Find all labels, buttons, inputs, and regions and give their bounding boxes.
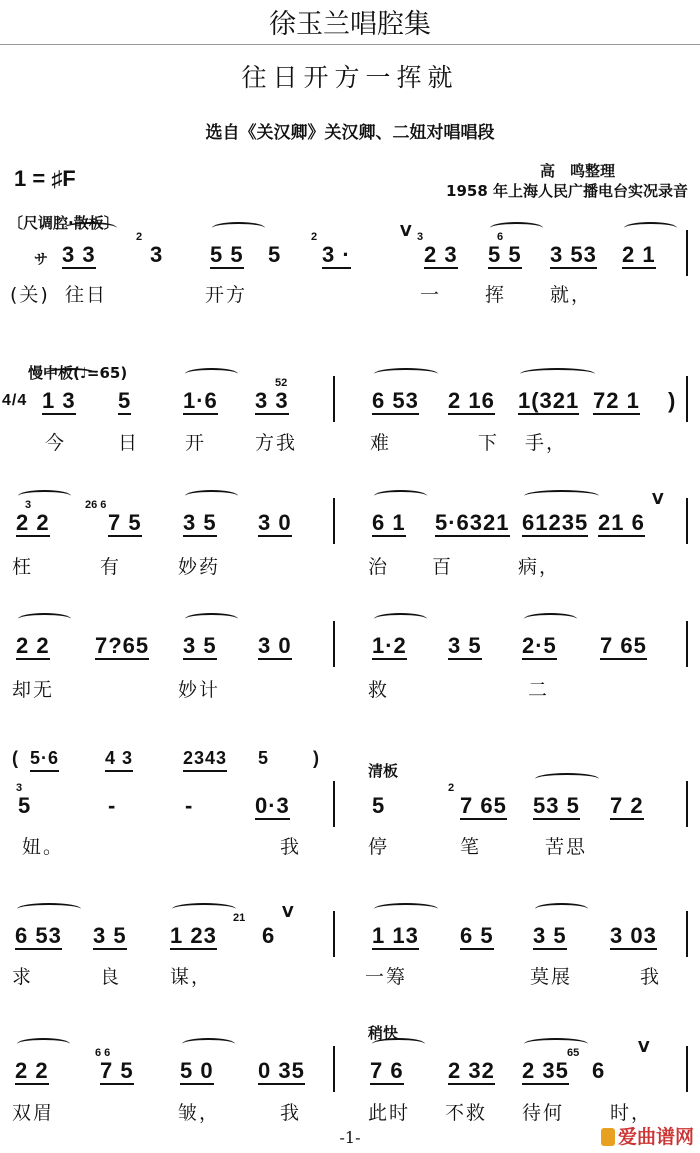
- lyric: 百: [432, 556, 454, 578]
- slur-arc: [535, 903, 588, 915]
- note-group: 1(321: [518, 388, 580, 413]
- barline: [686, 911, 688, 957]
- lyric: 难: [370, 432, 392, 454]
- note-group: 1·6: [183, 388, 218, 413]
- book-title: 徐玉兰唱腔集: [269, 9, 431, 40]
- note-group: 72 1: [593, 388, 640, 413]
- note-group: 2 2: [15, 1058, 49, 1083]
- note-group: 3 5: [183, 633, 217, 658]
- lyric: 却无: [12, 679, 55, 701]
- lyric: 莫展: [530, 966, 573, 988]
- lyric: 枉: [12, 556, 34, 578]
- note-group: 1 13: [372, 923, 419, 948]
- music-note-icon: [601, 1128, 615, 1146]
- watermark-text: 爱曲谱网: [617, 1126, 694, 1148]
- barline: [333, 498, 335, 544]
- interlude-note: 5: [258, 748, 270, 768]
- note-group: 2 32: [448, 1058, 495, 1083]
- free-meter-sign: サ: [34, 251, 49, 267]
- breath-mark: V: [400, 222, 412, 240]
- slur-arc: [17, 903, 81, 915]
- slur-arc: [185, 613, 238, 625]
- lyric: 我: [280, 836, 302, 858]
- interlude-note: 4 3: [105, 747, 133, 772]
- barline: [333, 1046, 335, 1092]
- note-group: 6: [592, 1058, 606, 1083]
- barline: [333, 376, 335, 422]
- slur-arc: [212, 222, 265, 234]
- lyric: 停: [368, 836, 390, 858]
- tempo-marking: 清板: [368, 762, 399, 780]
- note-group: 3 5: [533, 923, 567, 948]
- slur-arc: [17, 1038, 70, 1050]
- lyric: 挥: [485, 284, 507, 306]
- note-group: 5: [268, 242, 282, 267]
- note-group: 5: [18, 793, 32, 818]
- grace-note: 26 6: [85, 499, 107, 511]
- barline: [686, 498, 688, 544]
- barline: [686, 781, 688, 827]
- note-group: ): [668, 388, 677, 413]
- note-group: -: [108, 793, 117, 818]
- slur-arc: [374, 490, 427, 502]
- breath-mark: V: [282, 903, 294, 921]
- note-group: 5: [372, 793, 386, 818]
- note-group: 7 6: [370, 1058, 404, 1083]
- lyric: 苦思: [545, 836, 588, 858]
- note-group: 7 5: [108, 510, 142, 535]
- grace-note: 65: [567, 1047, 580, 1059]
- slur-arc: [185, 368, 238, 380]
- lyric: 谋，: [170, 966, 213, 988]
- note-group: 6 1: [372, 510, 406, 535]
- note-group: 21 6: [598, 510, 645, 535]
- song-title: 往日开方一挥就: [241, 63, 459, 92]
- note-group: 3 0: [258, 633, 292, 658]
- lyric: 往日: [65, 284, 108, 306]
- breath-mark: V: [638, 1038, 650, 1056]
- note-group: 2 2: [16, 510, 50, 535]
- note-group: 5 5: [210, 242, 244, 267]
- lyric: 妙计: [178, 679, 221, 701]
- note-group: 3 5: [448, 633, 482, 658]
- time-signature: 4/4: [2, 392, 28, 409]
- note-group: 0·3: [255, 793, 290, 818]
- grace-note: 2: [448, 782, 455, 794]
- note-group: 3 3: [62, 242, 96, 267]
- note-group: 6 53: [15, 923, 62, 948]
- lyric: 就，: [550, 284, 593, 306]
- lyric: 下: [478, 432, 500, 454]
- barline: [333, 911, 335, 957]
- lyric: 开方: [205, 284, 248, 306]
- grace-note: 6: [497, 231, 504, 243]
- note-group: 3 5: [183, 510, 217, 535]
- arranger-credit: 高 鸣整理: [539, 162, 615, 180]
- lyric: 不救: [445, 1102, 488, 1124]
- barline: [333, 781, 335, 827]
- slur-arc: [520, 368, 595, 380]
- interlude-note: ): [313, 748, 320, 768]
- lyric: 二: [528, 679, 550, 701]
- note-group: 2 1: [622, 242, 656, 267]
- grace-note: 6 6: [95, 1047, 111, 1059]
- grace-note: 3: [417, 231, 424, 243]
- slur-arc: [374, 368, 438, 380]
- note-group: 3 5: [93, 923, 127, 948]
- slur-arc: [172, 903, 236, 915]
- barline: [333, 621, 335, 667]
- lyric: 一: [420, 284, 442, 306]
- note-group: 5 5: [488, 242, 522, 267]
- slur-arc: [535, 773, 599, 785]
- note-group: 1·2: [372, 633, 407, 658]
- note-group: 6 5: [460, 923, 494, 948]
- grace-note: 52: [275, 377, 288, 389]
- grace-note: 3: [25, 499, 32, 511]
- slur-arc: [64, 222, 117, 234]
- lyric: 日: [118, 432, 140, 454]
- tempo-marking: 稍快: [368, 1024, 399, 1042]
- header-rule: [0, 44, 700, 45]
- lyric: 开: [185, 432, 207, 454]
- barline: [686, 621, 688, 667]
- note-group: 3: [150, 242, 164, 267]
- note-group: 1 23: [170, 923, 217, 948]
- lyric: 皱，: [178, 1102, 221, 1124]
- recording-credit: 1958 年上海人民广播电台实况录音: [446, 182, 688, 200]
- slur-arc: [374, 903, 438, 915]
- note-group: 2 2: [16, 633, 50, 658]
- source-note: 选自《关汉卿》关汉卿、二妞对唱唱段: [205, 123, 495, 143]
- section-label: 〔尺调腔·散板〕: [8, 214, 119, 232]
- tempo-marking: 慢中板(♩=65): [28, 364, 128, 382]
- lyric: 方我: [255, 432, 298, 454]
- note-group: 61235: [522, 510, 589, 535]
- lyric: 笔: [460, 836, 482, 858]
- slur-arc: [372, 1038, 425, 1050]
- watermark-logo: [601, 1122, 694, 1149]
- note-group: 53 5: [533, 793, 580, 818]
- note-group: 3 0: [258, 510, 292, 535]
- lyric: 治: [368, 556, 390, 578]
- slur-arc: [624, 222, 677, 234]
- lyric: 待何: [522, 1102, 565, 1124]
- lyric: 时，: [610, 1102, 653, 1124]
- lyric: 手，: [525, 432, 568, 454]
- lyric: 我: [640, 966, 662, 988]
- lyric: 妞。: [22, 836, 65, 858]
- note-group: 3 03: [610, 923, 657, 948]
- note-group: 3 3: [255, 388, 289, 413]
- slur-arc: [524, 490, 599, 502]
- lyric: 一筹: [365, 966, 408, 988]
- note-group: 7 65: [600, 633, 647, 658]
- interlude-note: 5·6: [30, 747, 59, 772]
- slur-arc: [185, 490, 238, 502]
- note-group: 3 53: [550, 242, 597, 267]
- note-group: 2 35: [522, 1058, 569, 1083]
- key-signature: 1 = ♯F: [14, 166, 76, 191]
- grace-note: 2: [136, 231, 143, 243]
- lyric: 我: [280, 1102, 302, 1124]
- note-group: 6 53: [372, 388, 419, 413]
- note-group: 7 2: [610, 793, 644, 818]
- lyric: 求: [12, 966, 34, 988]
- slur-arc: [18, 613, 71, 625]
- barline: [686, 376, 688, 422]
- note-group: 5 0: [180, 1058, 214, 1083]
- slur-arc: [374, 613, 427, 625]
- grace-note: 2: [311, 231, 318, 243]
- lyric: 双眉: [12, 1102, 55, 1124]
- note-group: -: [185, 793, 194, 818]
- lyric: 救: [368, 679, 390, 701]
- note-group: 1 3: [42, 388, 76, 413]
- lyric: 此时: [368, 1102, 411, 1124]
- lyric: 有: [100, 556, 122, 578]
- note-group: 5: [118, 388, 132, 413]
- note-group: 0 35: [258, 1058, 305, 1083]
- interlude-note: (: [12, 748, 19, 768]
- lyric: 妙药: [178, 556, 221, 578]
- lyric: (关): [10, 284, 50, 306]
- note-group: 7?65: [95, 633, 150, 658]
- note-group: 3 ·: [322, 242, 351, 267]
- note-group: 7 5: [100, 1058, 134, 1083]
- barline: [686, 230, 688, 276]
- slur-arc: [524, 613, 577, 625]
- note-group: 2·5: [522, 633, 557, 658]
- slur-arc: [44, 368, 97, 380]
- breath-mark: V: [652, 490, 664, 508]
- page-number: -1-: [339, 1128, 361, 1147]
- grace-note: 21: [233, 912, 246, 924]
- lyric: 良: [100, 966, 122, 988]
- interlude-note: 2343: [183, 747, 227, 772]
- barline: [686, 1046, 688, 1092]
- lyric: 病，: [518, 556, 561, 578]
- note-group: 2 3: [424, 242, 458, 267]
- lyric: 今: [45, 432, 67, 454]
- note-group: 7 65: [460, 793, 507, 818]
- note-group: 6: [262, 923, 276, 948]
- slur-arc: [182, 1038, 235, 1050]
- note-group: 2 16: [448, 388, 495, 413]
- grace-note: 3: [16, 782, 23, 794]
- note-group: 5·6321: [435, 510, 510, 535]
